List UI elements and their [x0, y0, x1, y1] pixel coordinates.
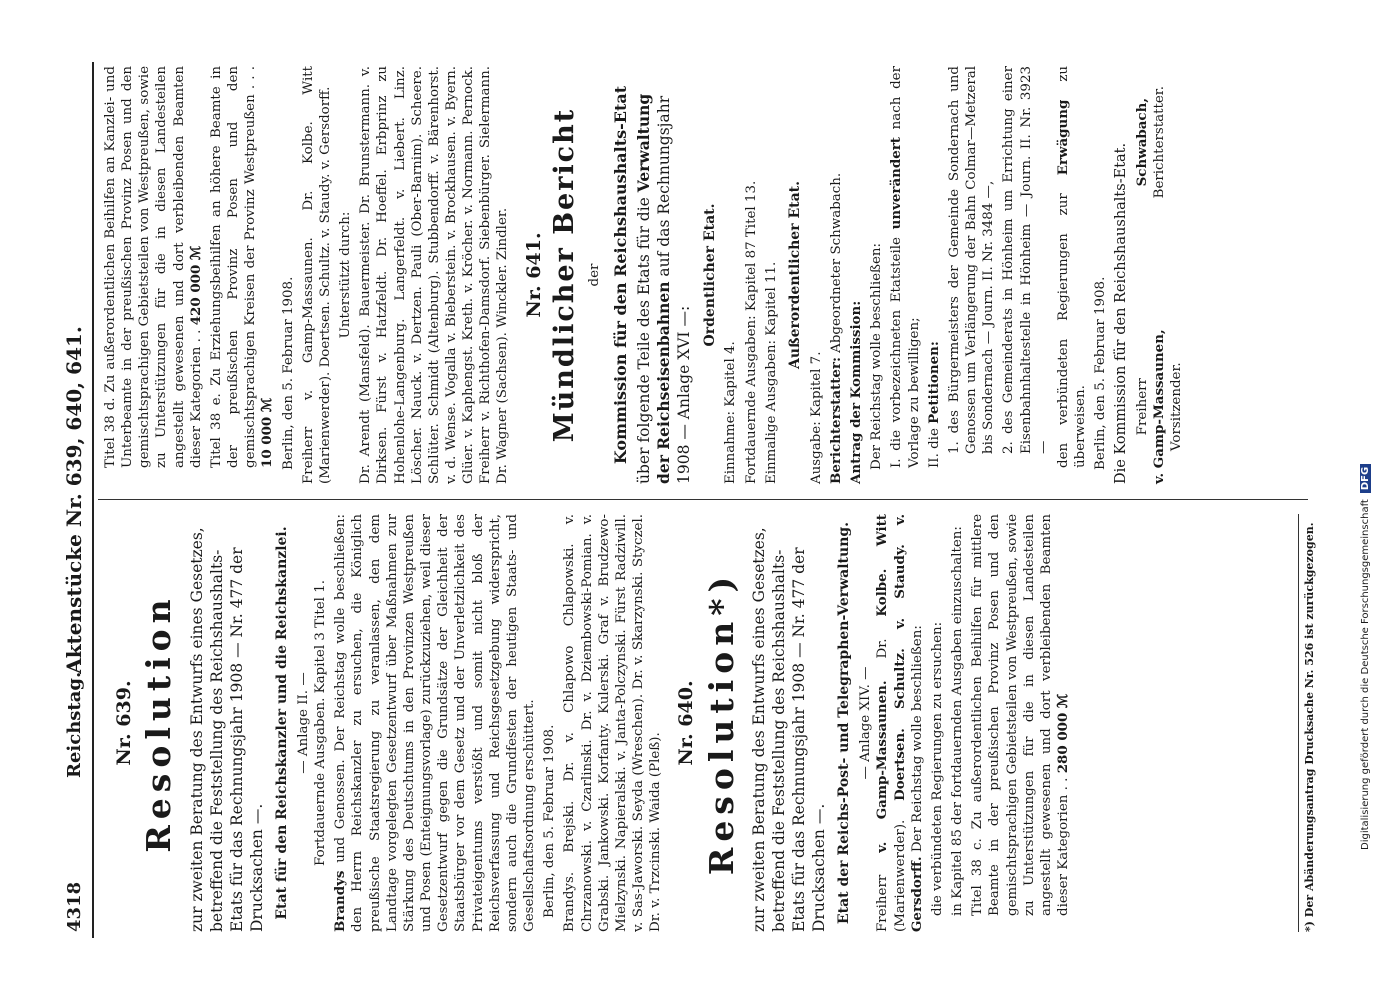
- doc641-item-i: [888, 66, 922, 484]
- doc640-t38d: Titel 38 d. Zu außerordentlichen Beihilfen an Kanzlei- und Unterbeamte in der preußischen Provinz Posen und den gemischtsprachigen Gebietsteilen von Westpreußen, sowie zu Unterstützungen für die in diesen Landesteilen angestellt gewesenen und dort verbleibenden Beamten dieser Kategorien . . 420 000 ℳ: [103, 66, 204, 468]
- doc640-anlage: — Anlage XIV. —: [858, 666, 874, 780]
- doc641-i-b: nach der Vorlage zu bewilligen;: [889, 66, 922, 468]
- doc641-item-ii: [926, 66, 943, 484]
- doc639-number: Nr. 639.: [113, 680, 135, 766]
- column-rule: [98, 499, 1308, 500]
- doc639-body: [332, 514, 538, 932]
- doc641-einnahme: Einnahme: Kapitel 4.: [723, 341, 739, 484]
- doc641-erwaegung-b: zu überweisen.: [1055, 65, 1088, 468]
- doc641-der: der: [587, 263, 603, 287]
- doc641-chair: [1134, 329, 1185, 484]
- doc640-intro-bold1: v. Gamp-Massaunen.: [874, 680, 891, 853]
- doc640-t38e-text: Titel 38 e. Zu Erziehungsbeihilfen an höhere Beamte in der preußischen Provinz Posen und den gemischtsprachigen Kreisen der Provinz Westpreußen: [208, 66, 259, 468]
- doc641-petition-1: 1. des Bürgermeisters der Gemeinde Sondernach und Genossen um Verlängerung der Bahn Colmar—Metzeral bis Sondernach — Journ. II. Nr. 3484 —,: [946, 66, 997, 454]
- header-title: Aktenstücke Nr. 639, 640, 641.: [62, 326, 86, 674]
- doc640-subtitle: zur zweiten Beratung des Entwurfs eines Gesetzes, betreffend die Feststellung des Reichshaushalts-Etats für das Rechnungsjahr 1908 — Nr. 477 der Drucksachen —.: [749, 527, 829, 932]
- doc641-closing: Die Kommission für den Reichshaushalts-Etat.: [1113, 142, 1130, 484]
- doc641-ii-a: II. die: [926, 423, 942, 468]
- doc640-supporters: Dr. Arendt (Mansfeld). Bauermeister. Dr. Brunstermann. v. Dirksen. Fürst v. Hatzfeldt. Dr. Hoeffel. Erbprinz zu Hohenlohe-Langenburg. Langerfeldt. v. Liebert. Linz. Löscher. Nauck. v. Dertzen. Pauli (Ober-Barnim). Scheere. Schlüter. Schmidt (Altenburg). Stubbendorff. v. Bärenhorst. v. d. Wense. Vogalla v. Bieberstein. v. Brockhausen. v. Byern. Glüer. v. Kaphengst. Kreth. v. Kröcher. v. Normann. Pernock. Freiherr v. Richthofen-Damsdorf. Siebenbürger. Sielermann. Dr. Wagner (Sachsen). Winckler. Zindler.: [358, 66, 511, 484]
- doc640-t38d-text: Titel 38 d. Zu außerordentlichen Beihilfen an Kanzlei- und Unterbeamte in der preußischen Provinz Posen und den gemischtsprachigen Gebietsteilen von Westpreußen, sowie zu Unterstützungen für die in diesen Landesteilen angestellt gewesenen und dort verbleibenden Beamten dieser Kategorien: [103, 66, 204, 468]
- doc641-beschliessen: Der Reichstag wolle beschließen:: [869, 242, 885, 470]
- doc641-ii-bold: Petitionen:: [925, 341, 942, 424]
- doc641-i-bold: unverändert: [888, 137, 905, 230]
- doc640-title: Resolution*): [701, 570, 741, 876]
- doc640-t38e: Titel 38 e. Zu Erziehungsbeihilfen an höhere Beamte in der preußischen Provinz Posen und den gemischtsprachigen Kreisen der Provinz Westpreußen . . . 10 000 ℳ: [208, 66, 276, 468]
- doc639-body-text: und Genossen. Der Reichstag wolle beschließen: den Herrn Reichskanzler zu ersuchen, die Königlich preußische Staatsregierung zu veranlassen, den dem Landtage vorgelegten Gesetzentwurf über Maßnahmen zur Stärkung des Deutschtums in den Provinzen Westpreußen und Posen (Enteignungsvorlage) zurückzuziehen, weil dieser Gesetzentwurf gegen die Grundsätze der Gleichheit der Staatsbürger vor dem Gesetz und der Unverletzlichkeit des Privateigentums verstößt und somit nicht bloß der Reichsverfassung und Reichsgesetzgebung widerspricht, sondern auch die Grundfesten der heutigen Staats- und Gesellschaftsordnung erschüttert.: [333, 514, 538, 932]
- doc641-chair-role: Vorsitzender.: [1169, 362, 1185, 452]
- left-column: [102, 514, 1075, 932]
- doc641-subtitle: [634, 66, 694, 484]
- doc641-chair-name: v. Gamp-Massaunen,: [1151, 329, 1168, 484]
- digitization-sidebar: [1360, 150, 1380, 850]
- doc640-t38d-amount: 420 000 ℳ: [187, 245, 204, 326]
- doc640-intro-bold2: Kolbe. Witt: [874, 514, 891, 617]
- doc641-signatures: [1134, 66, 1185, 484]
- doc640-intro-b: Dr.: [875, 616, 891, 681]
- doc641-reporter-role: Berichterstatter.: [1152, 86, 1168, 199]
- doc641-erwaegung: [1055, 66, 1089, 484]
- right-column: [102, 66, 1186, 484]
- doc641-chair-line1: Freiherr: [1135, 378, 1151, 436]
- doc641-reporter-name: Schwabach,: [1134, 98, 1151, 187]
- doc640-section: Etat der Reichs-Post- und Telegraphen-Verwaltung.: [836, 521, 853, 925]
- doc639-title: Resolution: [139, 593, 179, 853]
- digitization-text: [1360, 150, 1380, 850]
- doc640-t38e-amount: 10 000 ℳ: [259, 397, 276, 468]
- doc641-einmalige: Einmalige Ausgaben: Kapitel 11.: [763, 261, 779, 484]
- doc641-reporter: [1134, 66, 1185, 198]
- doc639-ausgaben: Fortdauernde Ausgaben. Kapitel 3 Titel 1.: [313, 580, 329, 866]
- doc641-petition-2: 2. des Gemeinderats in Hönheim um Errichtung einer Eisenbahnhaltestelle in Hönheim — Journ. II. Nr. 3923 —: [1001, 66, 1051, 454]
- doc641-berichterstatter-label: Berichterstatter:: [827, 357, 844, 484]
- doc641-antrag: Antrag der Kommission:: [848, 300, 865, 484]
- doc640-intro: [874, 514, 925, 932]
- doc640-supported-by: Unterstützt durch:: [338, 211, 354, 339]
- doc640-date: Berlin, den 5. Februar 1908.: [280, 276, 296, 470]
- doc641-title: Mündlicher Bericht: [548, 107, 580, 443]
- digitization-label: Digitalisierung gefördert durch die Deutsche Forschungsgemeinschaft: [1360, 499, 1371, 850]
- doc641-subtitle-bold: Verwaltung der Reichseisenbahnen: [634, 93, 674, 484]
- page-number: 4318: [64, 881, 85, 932]
- doc641-ordentlicher: Ordentlicher Etat.: [701, 203, 718, 347]
- header-left: Reichstag.: [64, 671, 85, 778]
- doc640-l3-text: Titel 38 c. Zu außerordentlichen Beihilfen für mittlere Beamte in der preußischen Provinz Posen und den gemischtsprachigen Gebietsteilen von Westpreußen, sowie zu Unterstützungen für die in diesen Landesteilen angestellt gewesenen und dort verbleibenden Beamten dieser Kategorien: [970, 514, 1072, 916]
- doc639-date: Berlin, den 5. Februar 1908.: [542, 724, 558, 918]
- doc641-date: Berlin, den 5. Februar 1908.: [1093, 276, 1109, 470]
- doc641-fortdauernde: Fortdauernde Ausgaben: Kapitel 87 Titel 13.: [743, 180, 759, 484]
- doc641-berichterstatter: [828, 66, 845, 484]
- doc639-anlage: — Anlage II. —: [296, 672, 312, 774]
- doc641-ausgabe: Ausgabe: Kapitel 7.: [808, 351, 824, 484]
- doc641-erwaegung-bold: Erwägung: [1054, 99, 1071, 176]
- dfg-logo-icon: DFG: [1360, 464, 1371, 493]
- doc641-subtitle-a: über folgende Teile des Etats für die: [635, 192, 654, 484]
- doc641-subtitle-b: auf das Rechnungsjahr 1908 — Anlage XVI —:: [655, 95, 694, 484]
- doc640-l1: die verbündeten Regierungen zu ersuchen:: [929, 621, 945, 916]
- doc641-kommission: Kommission für den Reichshaushalts-Etat: [610, 85, 630, 465]
- doc641-number: Nr. 641.: [522, 232, 545, 318]
- doc640-intro-a: Freiherr: [875, 852, 891, 932]
- doc639-signers: Brandys. Brejski. Dr. v. Chlapowo Chlapowski. v. Chrzanowski. v. Czarlinski. Dr. v. Dziembowski-Pomian. v. Grabski. Jankowski. Korfanty. Kulerski. Graf v. Brudzewo-Mielzynski. Napieralski. v. Janta-Polczynski. Fürst Radziwill. v. Sas-Jaworski. Seyda (Wreschen). Dr. v. Skarzynski. Styczel. Dr. v. Trzcinski. Waida (Pleß).: [562, 514, 664, 932]
- doc641-erwaegung-a: den verbündeten Regierungen zur: [1055, 175, 1071, 468]
- doc639-section: Etat für den Reichskanzler und die Reichskanzlei.: [274, 526, 291, 920]
- doc640-intro-bold3: Doertsen. Schultz. v. Staudy. v. Gersdorff.: [891, 513, 925, 932]
- doc641-berichterstatter-name: Abgeordneter Schwabach.: [828, 172, 844, 358]
- doc640-intro-d: Der Reichstag wolle beschließen:: [909, 625, 925, 857]
- doc640-l3: Titel 38 c. Zu außerordentlichen Beihilfen für mittlere Beamte in der preußischen Provinz Posen und den gemischtsprachigen Gebietsteilen von Westpreußen, sowie zu Unterstützungen für die in diesen Landesteilen angestellt gewesenen und dort verbleibenden Beamten dieser Kategorien . . 280 000 ℳ: [970, 514, 1072, 916]
- doc639-body-name: Brandys: [332, 870, 349, 932]
- doc640-l3-amount: 280 000 ℳ: [1055, 693, 1072, 774]
- doc641-i-a: I. die vorbezeichneten Etatsteile: [889, 229, 905, 468]
- doc641-ausserordentlicher: Außerordentlicher Etat.: [786, 180, 803, 370]
- running-header: [58, 62, 94, 938]
- doc639-subtitle: zur zweiten Beratung des Entwurfs eines Gesetzes, betreffend die Feststellung des Reichshaushalts-Etats für das Rechnungsjahr 1908 — Nr. 477 der Drucksachen —.: [187, 527, 266, 932]
- doc640-l2: in Kapitel 85 der fortdauernden Ausgaben einzuschalten:: [950, 526, 966, 916]
- doc640-signers: Freiherr v. Gamp-Massaunen. Dr. Kolbe. Witt (Marienwerder). Doertsen. Schultz. v. Staudy. v. Gersdorff.: [300, 66, 333, 484]
- doc640-footnote: *) Der Abänderungsantrag Drucksache Nr. 526 ist zurückgezogen.: [1298, 514, 1316, 932]
- doc640-intro-c: (Marienwerder).: [892, 800, 908, 932]
- doc640-number: Nr. 640.: [675, 680, 698, 766]
